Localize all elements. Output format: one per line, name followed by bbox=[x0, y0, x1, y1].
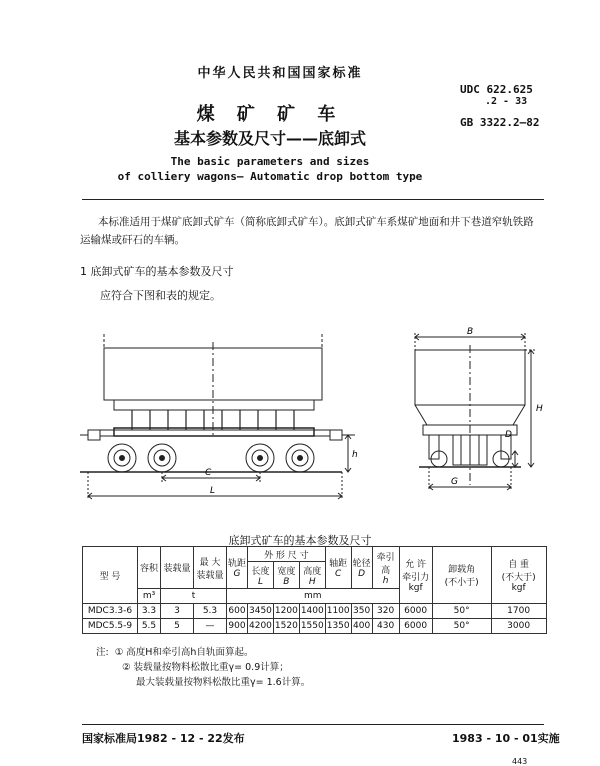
note-2: ② 装载量按物料松散比重γ= 0.9计算； bbox=[122, 662, 289, 673]
issuing-country-header: 中华人民共和国国家标准 bbox=[197, 66, 363, 81]
dim-label-h-small: h bbox=[352, 450, 358, 460]
effective-date: 1983 - 10 - 01实施 bbox=[452, 732, 560, 745]
dim-label-d: D bbox=[505, 430, 512, 440]
gb-standard-number: GB 3322.2—82 bbox=[460, 116, 540, 129]
udc-code-cont: .2 - 33 bbox=[485, 96, 528, 107]
dim-label-c: C bbox=[205, 468, 212, 478]
col-model: 型 号 bbox=[83, 547, 138, 604]
col-traction: 允 许 牵引力 kgf bbox=[399, 547, 432, 604]
intro-paragraph: 本标准适用于煤矿底卸式矿车（简称底卸式矿车）。底卸式矿车系煤矿地面和井下巷道窄轨铁路运输煤或矸石的车辆。 bbox=[80, 216, 534, 246]
dim-label-h: H bbox=[536, 404, 543, 414]
table-caption: 底卸式矿车的基本参数及尺寸 bbox=[228, 534, 372, 547]
col-gauge: 轨距 G bbox=[227, 547, 248, 589]
section-1-text: 应符合下图和表的规定。 bbox=[100, 289, 221, 302]
col-wheel-dia: 轮径 D bbox=[351, 547, 372, 589]
col-width: 宽度 B bbox=[273, 562, 299, 589]
table-notes bbox=[96, 645, 310, 690]
unit-t: t bbox=[161, 589, 227, 604]
col-height: 高度 H bbox=[299, 562, 325, 589]
col-volume: 容积 bbox=[138, 547, 161, 589]
col-weight: 自 重 (不大于) kgf bbox=[491, 547, 546, 604]
udc-code: UDC 622.625 bbox=[460, 83, 533, 96]
note-1: ① 高度H和牵引高h自轨面算起。 bbox=[114, 647, 254, 658]
col-max-load: 最 大 装载量 bbox=[194, 547, 227, 589]
parameters-table bbox=[82, 546, 547, 634]
dim-label-g: G bbox=[451, 477, 458, 487]
title-en-line1: The basic parameters and sizes bbox=[170, 155, 370, 168]
col-coupler: 牵引高 h bbox=[372, 547, 399, 589]
footer-rule bbox=[82, 724, 544, 725]
page-number: 443 bbox=[512, 757, 528, 766]
side-view-drawing bbox=[80, 320, 370, 510]
end-view-drawing bbox=[405, 325, 555, 505]
issue-date: 国家标准局1982 - 12 - 22发布 bbox=[82, 732, 245, 745]
header-rule bbox=[82, 199, 544, 200]
dim-label-b: B bbox=[467, 327, 474, 337]
table-row: MDC3.3-6 3.3 3 5.3 600 3450 1200 1400 1100 350 320 6000 50° 1700 bbox=[83, 604, 547, 619]
unit-volume: m³ bbox=[138, 589, 161, 604]
dim-label-l: L bbox=[210, 486, 216, 496]
table-row: MDC5.5-9 5.5 5 — 900 4200 1520 1550 1350 400 430 6000 50° 3000 bbox=[83, 619, 547, 634]
section-1-heading: 1 底卸式矿车的基本参数及尺寸 bbox=[80, 265, 234, 278]
col-wheelbase: 轴距 C bbox=[325, 547, 351, 589]
title-cn-sub: 基本参数及尺寸——底卸式 bbox=[173, 129, 366, 148]
col-load: 装载量 bbox=[161, 547, 194, 589]
notes-label: 注: bbox=[96, 647, 109, 658]
unit-mm: mm bbox=[227, 589, 400, 604]
col-outer-dims: 外 形 尺 寸 bbox=[248, 547, 326, 562]
title-en-line2: of colliery wagons— Automatic drop bottom type bbox=[117, 170, 423, 183]
note-3: 最大装载量按物料松散比重γ= 1.6计算。 bbox=[136, 677, 311, 688]
col-length: 长度 L bbox=[248, 562, 274, 589]
title-cn-main: 煤 矿 矿 车 bbox=[196, 104, 344, 125]
col-dump-angle: 卸载角 (不小于) bbox=[432, 547, 491, 604]
